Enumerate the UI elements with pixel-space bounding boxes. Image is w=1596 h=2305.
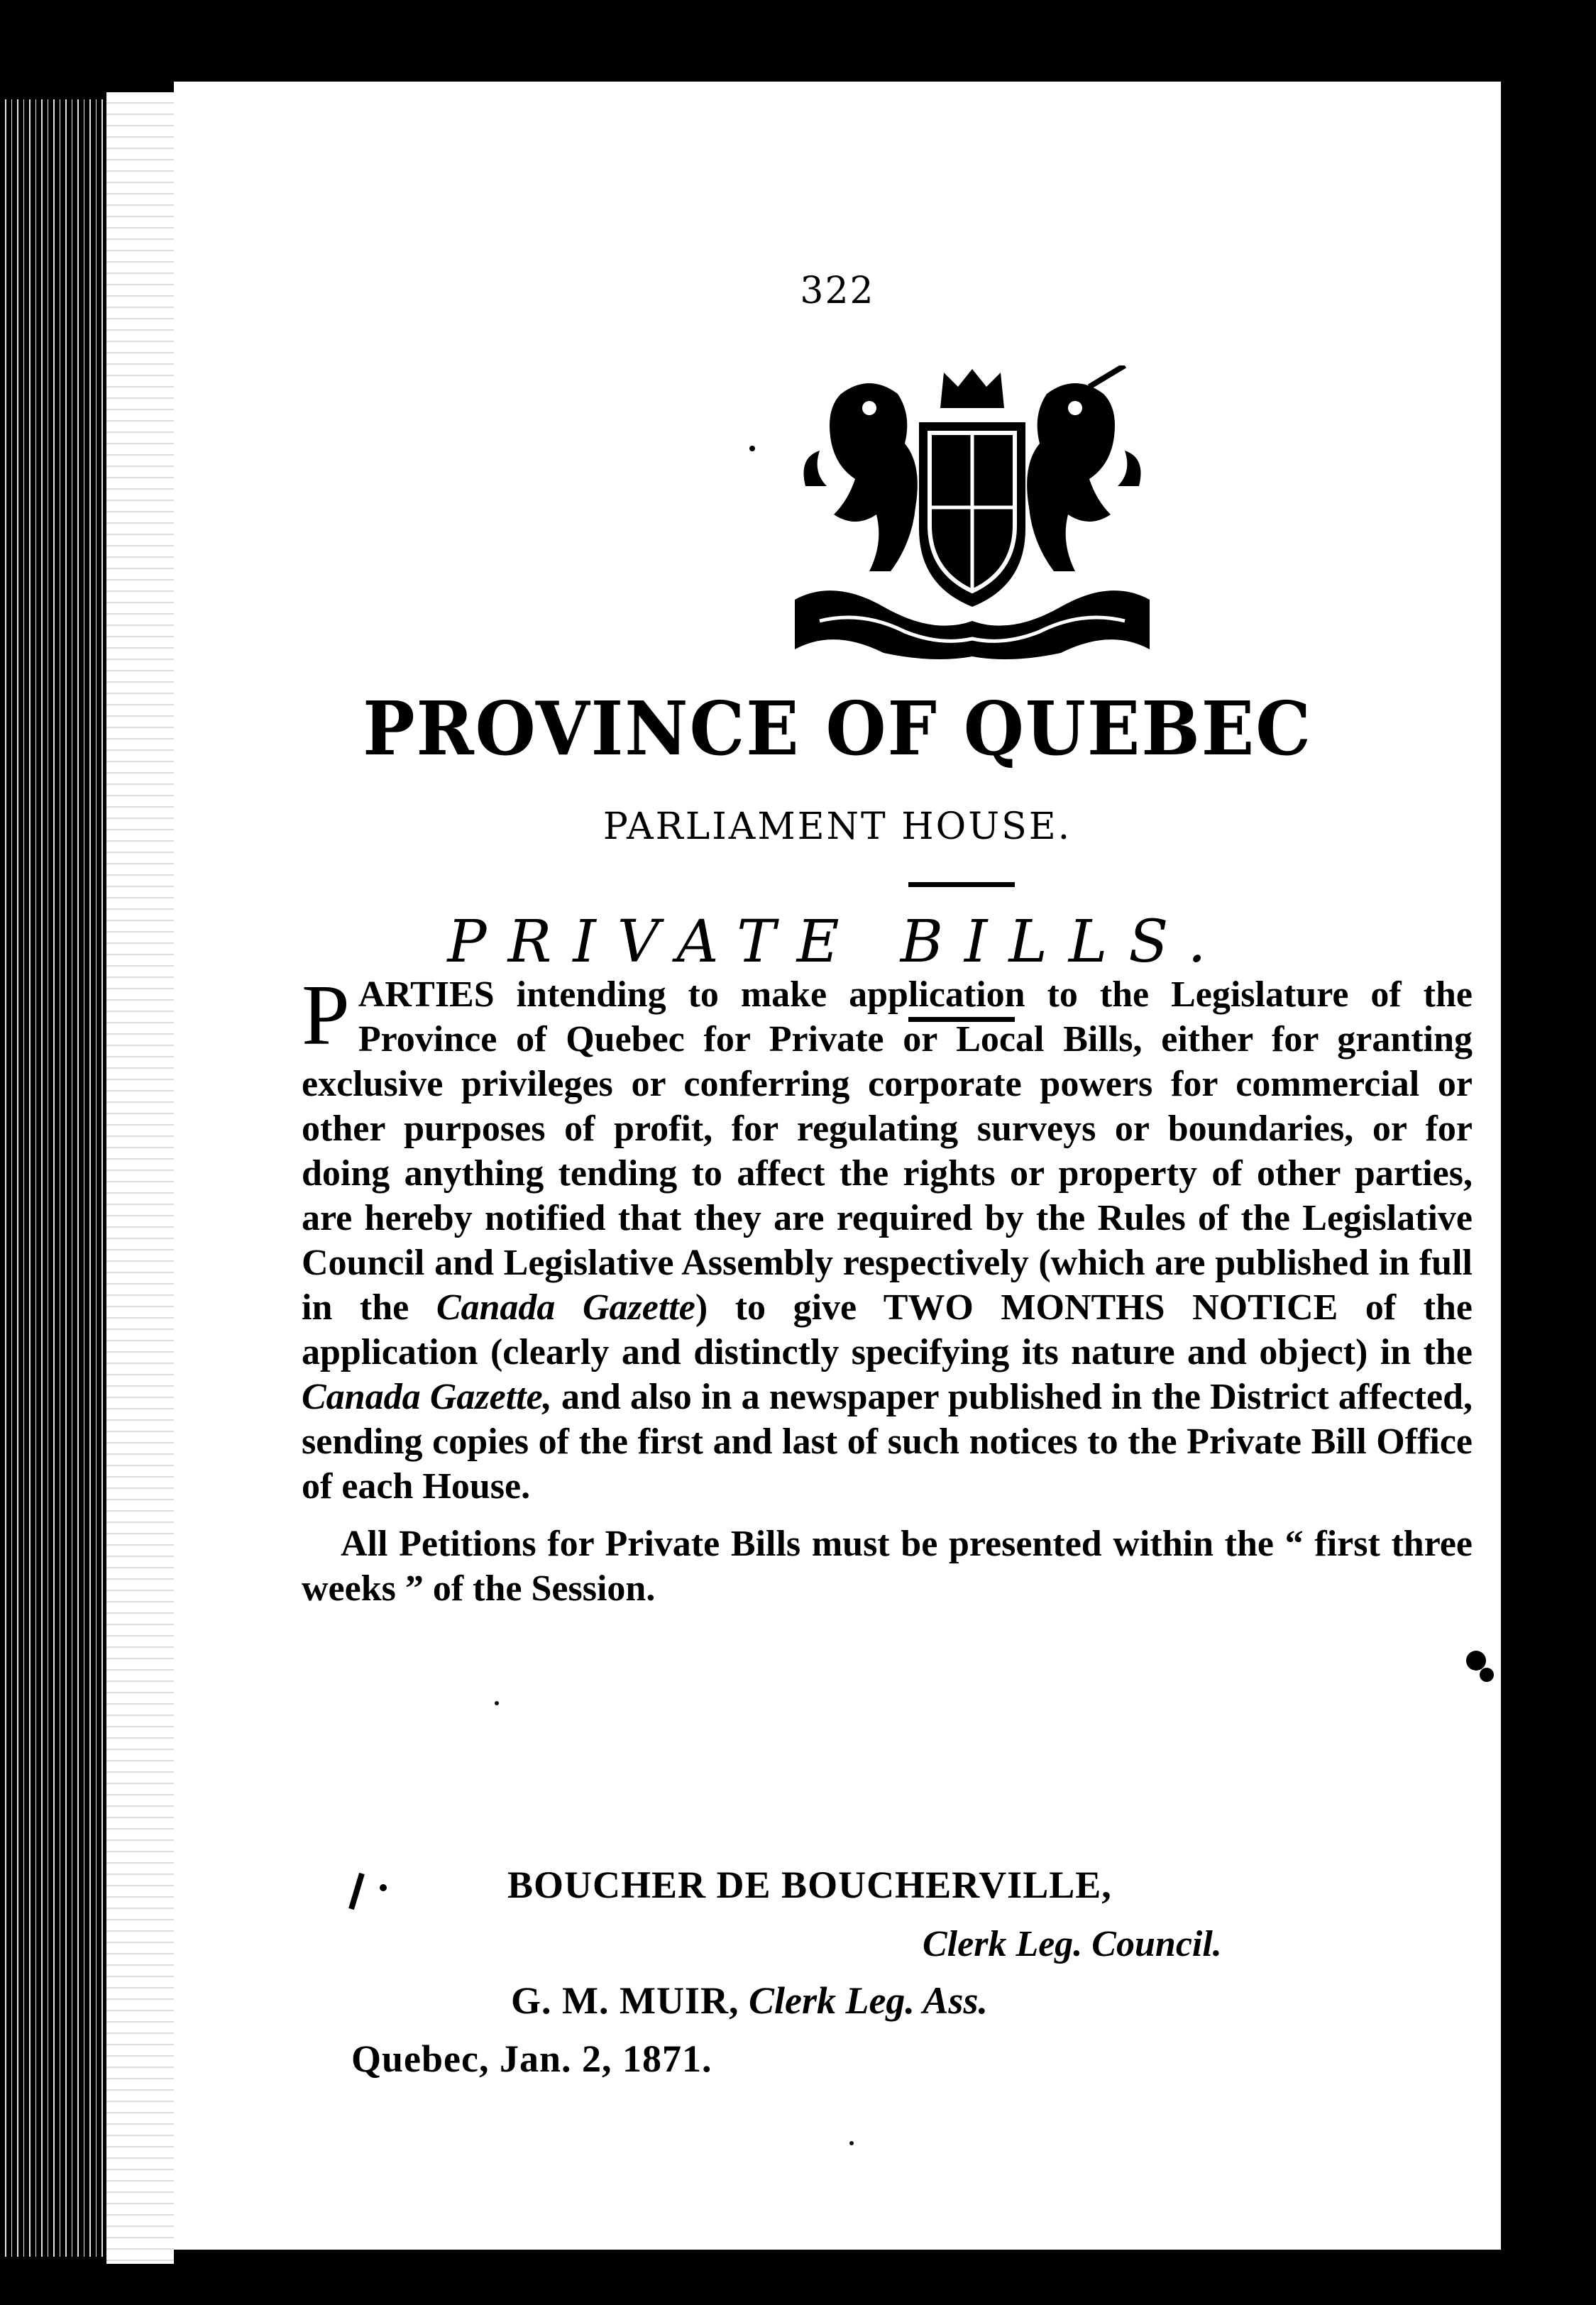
- drop-cap: P: [302, 967, 350, 1063]
- gazette-reference-1: Canada Gazette: [436, 1287, 695, 1328]
- parliament-house-subtitle: PARLIAMENT HOUSE.: [602, 805, 1072, 848]
- signatory-name-1: BOUCHER DE BOUCHERVILLE,: [507, 1864, 1112, 1906]
- notice-body: [302, 967, 1473, 1611]
- private-bills-heading: PRIVATE BILLS.: [447, 908, 1228, 976]
- scan-border-right: [1501, 71, 1596, 2305]
- date-line: Quebec, Jan. 2, 1871.: [351, 2037, 712, 2080]
- notice-text-b: ) to give TWO MONTHS NOTICE of the application (clearly and distinctly specifying its nature and object) in the: [302, 1287, 1473, 1372]
- signatory-title-2: Clerk Leg. Ass.: [748, 1979, 988, 2022]
- signatory-line-2: [511, 1979, 988, 2023]
- divider-rule-top: [908, 882, 1015, 887]
- page-number: 322: [800, 270, 875, 312]
- notice-paragraph-2: All Petitions for Private Bills must be presented within the “ first three weeks ” of the Session.: [302, 1524, 1473, 1609]
- gazette-reference-2: Canada Gazette,: [302, 1377, 552, 1417]
- royal-coat-of-arms-icon: [791, 365, 1153, 664]
- province-title: PROVINCE OF QUEBEC: [363, 685, 1312, 772]
- signatory-title-1: Clerk Leg. Council.: [923, 1924, 1222, 1964]
- notice-text-a: ARTIES intending to make application to the Legislature of the Province of Quebec for Private or Local Bills, either for granting exclusive privileges or conferring corporate powers for commercial or other purposes of profit, for regulating surveys or boundaries, or for doing anything tending to affect the rights or property of other parties, are hereby notified that they are required by the Rules of the Legislative Council and Legislative Assembly respectively (which are published in full in the: [302, 974, 1473, 1328]
- signatory-name-2: G. M. MUIR,: [511, 1979, 739, 2022]
- notice-paragraph-1: [302, 967, 1473, 1509]
- page-edge-shadow: [106, 92, 174, 2264]
- notice-text-c: and also in a newspaper published in the District affected, sending copies of the first and last of such notices to the Private Bill Office of each House.: [302, 1377, 1473, 1507]
